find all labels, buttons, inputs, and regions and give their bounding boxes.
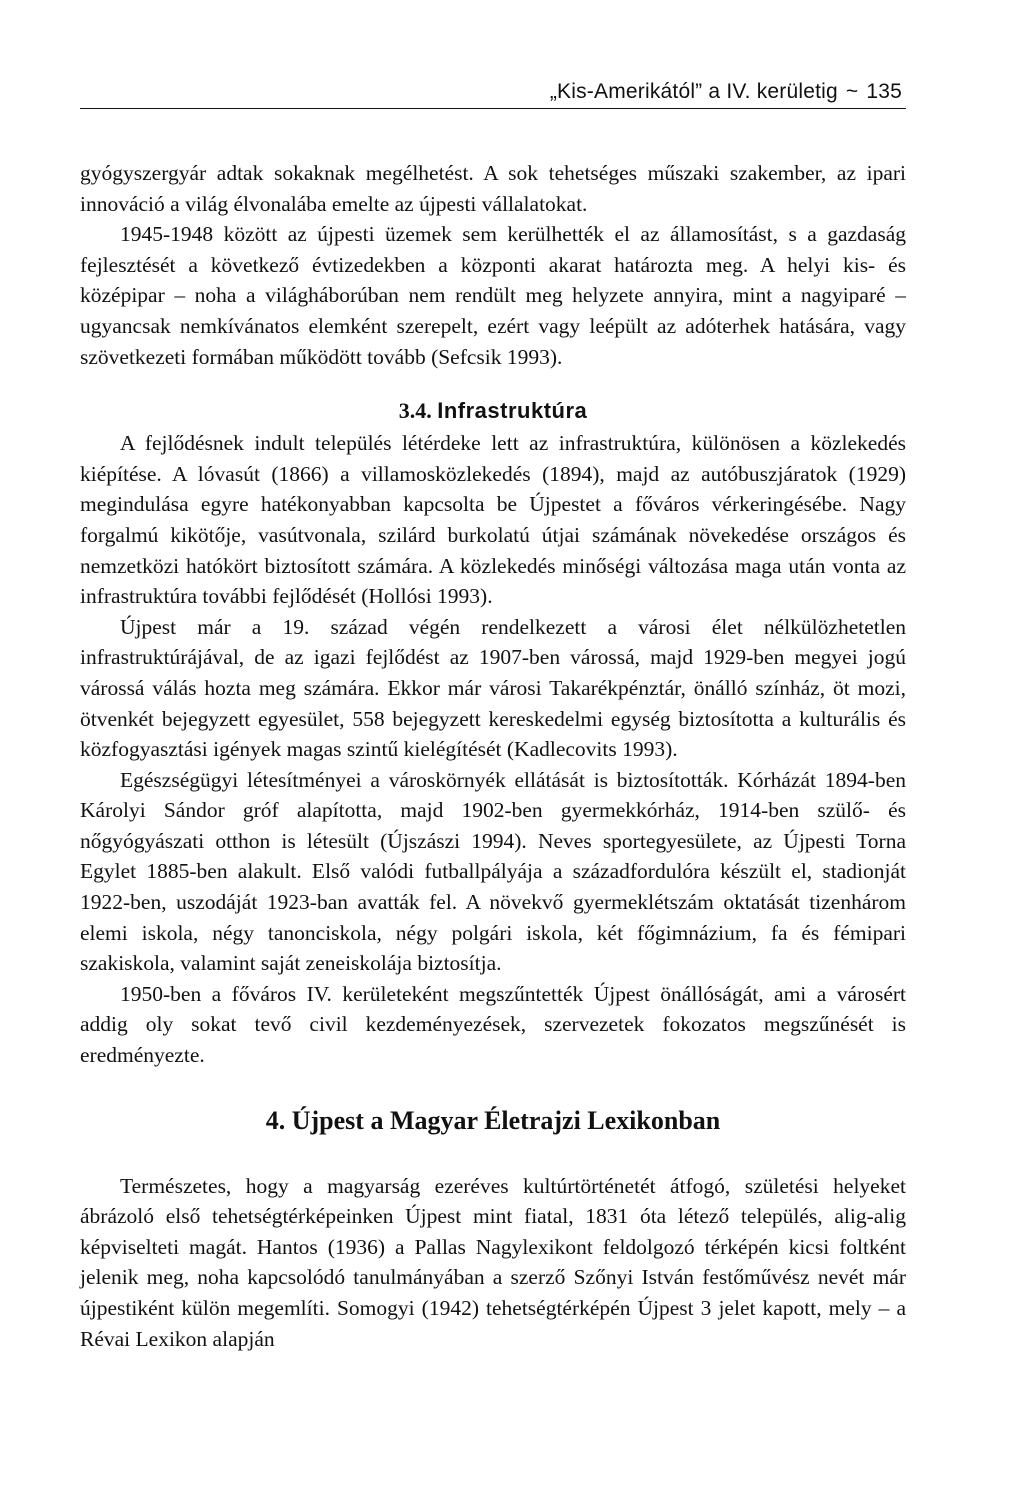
section-heading [80, 394, 906, 428]
page-number: 135 [866, 80, 902, 103]
running-title: „Kis-Amerikától” a IV. kerületig [549, 80, 838, 103]
paragraph: 1950-ben a főváros IV. kerületeként megszűntették Újpest önállóságát, ami a városért addig oly sokat tevő civil kezdeményezések, szervezetek fokozatos megszűnését is eredményezte. [80, 981, 906, 1068]
paragraph: Újpest már a 19. század végén rendelkezett a városi élet nélkülözhetetlen infrastruktúrájával, de az igazi fejlődést az 1907-ben várossá, majd 1929-ben megyei jogú várossá válás hozta meg számára. Ekkor már városi Takarékpénztár, önálló színház, öt mozi, ötvenkét bejegyzett egyesület, 558 bejegyzett kereskedelmi egység biztosította a kulturális és közfogyasztási igények magas szintű kielégítését (Kadlecovits 1993). [80, 614, 906, 762]
paragraph: Egészségügyi létesítményei a városkörnyék ellátását is biztosították. Kórházát 1894-ben Károlyi Sándor gróf alapította, majd 1902-ben gyermekkórház, 1914-ben szülő- és nőgyógyászati otthon is létesült (Újszászi 1994). Neves sportegyesülete, az Újpesti Torna Egylet 1885-ben alakult. Első valódi futballpályája a századfordulóra készült el, stadionját 1922-ben, uszodáját 1923-ban avatták fel. A növekvő gyermeklétszám oktatását tizenhárom elemi iskola, négy tanonciskola, négy polgári iskola, két főgimnázium, fa és fémipari szakiskola, valamint saját zeneiskolája biztosítja. [80, 767, 906, 976]
section-title: Infrastruktúra [437, 398, 588, 424]
page-body [80, 158, 906, 1354]
running-head [80, 78, 906, 109]
section-number: 3.4. [398, 398, 432, 424]
paragraph: Természetes, hogy a magyarság ezeréves kultúrtörténetét átfogó, születési helyeket ábrázoló első tehetségtérképeinken Újpest mint fiatal, 1831 óta létező település, alig-alig képviselteti magát. Hantos (1936) a Pallas Nagylexikont feldolgozó térképén kicsi foltként jelenik meg, noha kapcsolódó tanulmányában a szerző Szőnyi István festőművész nevét már újpestiként külön megemlíti. Somogyi (1942) tehetségtérképén Újpest 3 jelet kapott, mely – a Révai Lexikon alapján [80, 1173, 906, 1351]
header-separator: ~ [845, 80, 859, 103]
chapter-heading: 4. Újpest a Magyar Életrajzi Lexikonban [265, 1105, 721, 1135]
paragraph-continued: gyógyszergyár adtak sokaknak megélhetést. A sok tehetséges műszaki szakember, az ipari innováció a világ élvonalába emelte az újpesti vállalatokat. [80, 161, 906, 216]
paragraph: A fejlődésnek indult település létérdeke lett az infrastruktúra, különösen a közlekedés kiépítése. A lóvasút (1866) a villamosközlekedés (1894), majd az autóbuszjáratok (1929) megindulása egyre hatékonyabban kapcsolta be Újpestet a főváros vérkeringésébe. Nagy forgalmú kikötője, vasútvonala, szilárd burkolatú útjai számának növekedése országos és nemzetközi hatókört biztosított számára. A közlekedés minőségi változása maga után vonta az infrastruktúra további fejlődését (Hollósi 1993). [80, 431, 906, 609]
running-head-text [550, 80, 902, 104]
paragraph-nationalization: 1945-1948 között az újpesti üzemek sem kerülhették el az államosítást, s a gazdaság fejlesztését a következő évtizedekben a központi akarat határozta meg. A helyi kis- és középipar – noha a világháborúban nem rendült meg helyzete annyira, mint a nagyiparé – ugyancsak nemkívánatos elemként szerepelt, ezért vagy leépült az adóterhek hatására, vagy szövetkezeti formában működött tovább (Sefcsik 1993). [80, 222, 906, 369]
